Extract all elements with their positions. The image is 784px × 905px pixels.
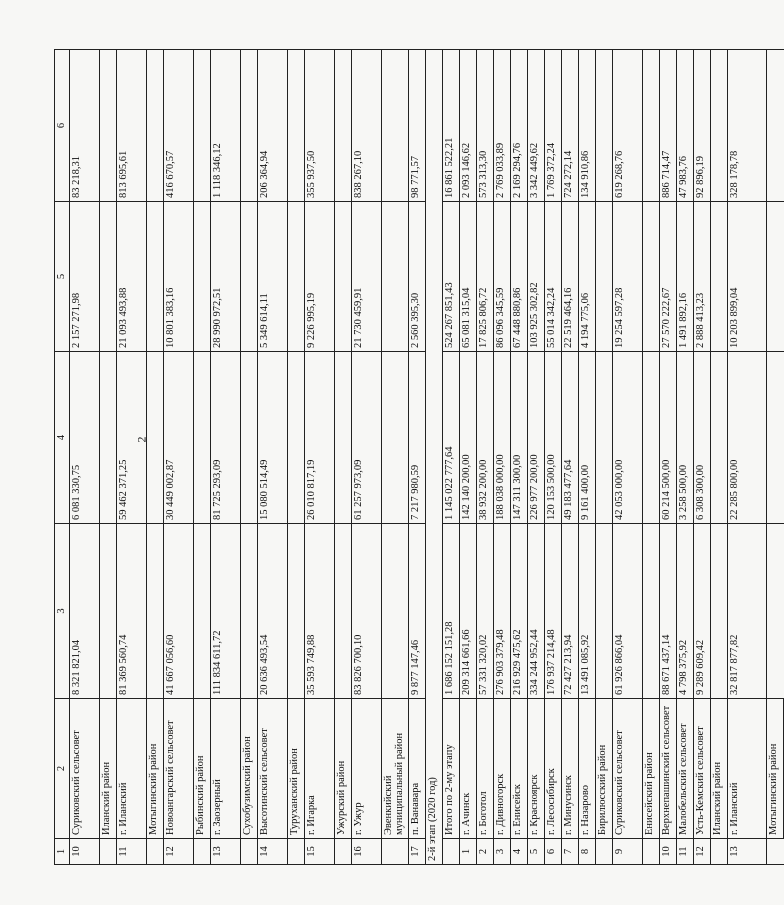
table-row (460, 50, 477, 865)
municipality-name: г. Ужур (352, 699, 382, 839)
municipality-name: Новоангарский сельсовет (164, 699, 194, 839)
cell-value: 21 093 493,88 (117, 202, 147, 352)
cell-value: 5 349 614,11 (258, 202, 288, 352)
cell-value: 47 983,76 (677, 50, 694, 202)
cell-value: 7 217 980,59 (409, 352, 426, 524)
cell-value: 60 214 500,00 (660, 352, 677, 524)
cell-value: 21 730 459,91 (352, 202, 382, 352)
cell-value: 81 369 560,74 (117, 524, 147, 699)
cell-value: 276 903 379,48 (494, 524, 511, 699)
cell-value: 16 861 522,21 (443, 50, 460, 202)
cell-value: 9 161 400,00 (579, 352, 596, 524)
cell-value: 10 801 383,16 (164, 202, 194, 352)
table-row (660, 50, 677, 865)
row-number: 13 (728, 839, 767, 865)
region-name: Енисейский район (643, 699, 660, 839)
municipality-name: г. Назарово (579, 699, 596, 839)
row-number: 6 (545, 839, 562, 865)
cell-value: 28 990 972,51 (211, 202, 241, 352)
cell-value: 524 267 851,43 (443, 202, 460, 352)
cell-value: 20 636 493,54 (258, 524, 288, 699)
cell-value: 216 929 475,62 (511, 524, 528, 699)
region-row (335, 50, 352, 865)
cell-value: 83 826 700,10 (352, 524, 382, 699)
row-number: 16 (352, 839, 382, 865)
table-row (352, 50, 382, 865)
total-row (443, 50, 460, 865)
cell-value: 22 519 464,16 (562, 202, 579, 352)
cell-value: 3 258 500,00 (677, 352, 694, 524)
cell-value: 88 671 437,14 (660, 524, 677, 699)
municipality-name: Суриковский сельсовет (613, 699, 643, 839)
cell-value: 9 877 147,46 (409, 524, 426, 699)
cell-value: 120 153 500,00 (545, 352, 562, 524)
cell-value: 81 725 293,09 (211, 352, 241, 524)
cell-value: 226 977 200,00 (528, 352, 545, 524)
municipality-name: Высотинский сельсовет (258, 699, 288, 839)
municipality-name: Суриковский сельсовет (70, 699, 100, 839)
cell-value: 838 267,10 (352, 50, 382, 202)
table-row (613, 50, 643, 865)
cell-value: 8 321 821,04 (70, 524, 100, 699)
cell-value: 38 932 200,00 (477, 352, 494, 524)
col-header: 2 (55, 699, 70, 839)
funding-table (54, 49, 784, 865)
municipality-name: г. Боготол (477, 699, 494, 839)
municipality-name: г. Енисейск (511, 699, 528, 839)
row-number: 3 (494, 839, 511, 865)
cell-value: 49 183 477,64 (562, 352, 579, 524)
municipality-name: п. Ванавара (409, 699, 426, 839)
row-number: 5 (528, 839, 545, 865)
region-row (596, 50, 613, 865)
cell-value: 111 834 611,72 (211, 524, 241, 699)
cell-value: 103 925 302,82 (528, 202, 545, 352)
cell-value: 1 769 372,24 (545, 50, 562, 202)
table-row (305, 50, 335, 865)
municipality-name: Малобельский сельсовет (677, 699, 694, 839)
col-header: 3 (55, 524, 70, 699)
cell-value: 26 010 817,19 (305, 352, 335, 524)
cell-value: 35 593 749,88 (305, 524, 335, 699)
cell-value: 1 686 152 151,28 (443, 524, 460, 699)
cell-value: 42 053 000,00 (613, 352, 643, 524)
header-row (55, 50, 70, 865)
row-number: 11 (677, 839, 694, 865)
table-row (117, 50, 147, 865)
cell-value: 134 910,86 (579, 50, 596, 202)
row-number: 4 (511, 839, 528, 865)
table-row (494, 50, 511, 865)
cell-value: 98 771,57 (409, 50, 426, 202)
cell-value: 15 080 514,49 (258, 352, 288, 524)
table-row (164, 50, 194, 865)
row-number: 17 (409, 839, 426, 865)
region-name: Эвенкийский муниципальный район (382, 699, 409, 839)
row-number: 9 (613, 839, 643, 865)
cell-value: 32 817 877,82 (728, 524, 767, 699)
table-row (545, 50, 562, 865)
cell-value: 142 140 200,00 (460, 352, 477, 524)
row-number: 12 (694, 839, 711, 865)
cell-value: 188 038 000,00 (494, 352, 511, 524)
municipality-name: г. Заозерный (211, 699, 241, 839)
municipality-name: Верхнепашинский сельсовет (660, 699, 677, 839)
region-row (100, 50, 117, 865)
cell-value: 1 491 892,16 (677, 202, 694, 352)
cell-value: 3 342 449,62 (528, 50, 545, 202)
cell-value: 206 364,94 (258, 50, 288, 202)
region-name: Бирилюсский район (596, 699, 613, 839)
cell-value: 83 218,31 (70, 50, 100, 202)
cell-value: 65 081 315,04 (460, 202, 477, 352)
cell-value: 2 769 033,89 (494, 50, 511, 202)
region-row (767, 50, 784, 865)
cell-value: 147 311 300,00 (511, 352, 528, 524)
cell-value: 6 308 300,00 (694, 352, 711, 524)
cell-value: 2 093 146,62 (460, 50, 477, 202)
stage-label: 2-й этап (2020 год) (426, 50, 443, 865)
region-name: Ужурский район (335, 699, 352, 839)
table-row (258, 50, 288, 865)
col-header: 6 (55, 50, 70, 202)
cell-value: 416 670,57 (164, 50, 194, 202)
total-label: Итого по 2-му этапу (443, 699, 460, 839)
region-name: Туруханский район (288, 699, 305, 839)
table-row (562, 50, 579, 865)
cell-value: 17 825 806,72 (477, 202, 494, 352)
table-row (694, 50, 711, 865)
municipality-name: г. Ачинск (460, 699, 477, 839)
cell-value: 6 081 330,75 (70, 352, 100, 524)
region-name: Иланский район (100, 699, 117, 839)
cell-value: 813 695,61 (117, 50, 147, 202)
municipality-name: г. Дивногорск (494, 699, 511, 839)
table-row (70, 50, 100, 865)
municipality-name: г. Иланский (728, 699, 767, 839)
table-row (477, 50, 494, 865)
region-row (241, 50, 258, 865)
row-number: 7 (562, 839, 579, 865)
row-number: 1 (460, 839, 477, 865)
cell-value: 92 896,19 (694, 50, 711, 202)
cell-value: 2 157 271,98 (70, 202, 100, 352)
cell-value: 59 462 371,25 (117, 352, 147, 524)
cell-value: 4 798 375,92 (677, 524, 694, 699)
cell-value: 334 244 952,44 (528, 524, 545, 699)
cell-value: 886 714,47 (660, 50, 677, 202)
row-number: 12 (164, 839, 194, 865)
cell-value: 2 560 395,30 (409, 202, 426, 352)
cell-value: 9 226 995,19 (305, 202, 335, 352)
region-row (288, 50, 305, 865)
cell-value: 1 118 346,12 (211, 50, 241, 202)
table-row (579, 50, 596, 865)
cell-value: 61 257 973,09 (352, 352, 382, 524)
row-number: 8 (579, 839, 596, 865)
cell-value: 9 289 609,42 (694, 524, 711, 699)
row-number: 10 (660, 839, 677, 865)
cell-value: 724 272,14 (562, 50, 579, 202)
row-number: 10 (70, 839, 100, 865)
table-row (511, 50, 528, 865)
region-row (643, 50, 660, 865)
municipality-name: Усть-Кемский сельсовет (694, 699, 711, 839)
cell-value: 4 194 775,06 (579, 202, 596, 352)
cell-value: 13 491 085,92 (579, 524, 596, 699)
row-number: 2 (477, 839, 494, 865)
col-header: 5 (55, 202, 70, 352)
cell-value: 61 926 866,04 (613, 524, 643, 699)
cell-value: 30 449 002,87 (164, 352, 194, 524)
municipality-name: г. Иланский (117, 699, 147, 839)
cell-value: 2 888 413,23 (694, 202, 711, 352)
cell-value: 86 096 345,59 (494, 202, 511, 352)
cell-value: 10 203 899,04 (728, 202, 767, 352)
municipality-name: г. Красноярск (528, 699, 545, 839)
cell-value: 619 268,76 (613, 50, 643, 202)
region-row (711, 50, 728, 865)
cell-value: 57 331 320,02 (477, 524, 494, 699)
table-row (211, 50, 241, 865)
cell-value: 41 667 056,60 (164, 524, 194, 699)
table-row (528, 50, 545, 865)
region-name: Мотыгинский район (767, 699, 784, 839)
cell-value: 1 145 022 777,64 (443, 352, 460, 524)
region-row (194, 50, 211, 865)
region-name: Мотыгинский район (147, 699, 164, 839)
cell-value: 19 254 597,28 (613, 202, 643, 352)
region-name: Сухобузимский район (241, 699, 258, 839)
municipality-name: г. Лесосибирск (545, 699, 562, 839)
cell-value: 27 570 222,67 (660, 202, 677, 352)
rotated-table-container (54, 50, 779, 865)
cell-value: 176 937 214,48 (545, 524, 562, 699)
cell-value: 55 014 342,24 (545, 202, 562, 352)
table-row (677, 50, 694, 865)
cell-value: 355 937,50 (305, 50, 335, 202)
cell-value: 209 314 661,66 (460, 524, 477, 699)
row-number: 11 (117, 839, 147, 865)
page-number: 2 (134, 436, 149, 443)
stage-row (426, 50, 443, 865)
cell-value: 72 427 213,94 (562, 524, 579, 699)
row-number: 14 (258, 839, 288, 865)
region-row (382, 50, 409, 865)
cell-value: 22 285 800,00 (728, 352, 767, 524)
municipality-name: г. Минусинск (562, 699, 579, 839)
col-header: 4 (55, 352, 70, 524)
region-name: Рыбинский район (194, 699, 211, 839)
cell-value: 573 313,30 (477, 50, 494, 202)
row-number: 13 (211, 839, 241, 865)
cell-value: 2 169 294,76 (511, 50, 528, 202)
cell-value: 328 178,78 (728, 50, 767, 202)
municipality-name: г. Игарка (305, 699, 335, 839)
region-name: Иланский район (711, 699, 728, 839)
table-row (409, 50, 426, 865)
cell-value: 67 448 880,86 (511, 202, 528, 352)
col-header: 1 (55, 839, 70, 865)
table-row (728, 50, 767, 865)
region-row (147, 50, 164, 865)
row-number: 15 (305, 839, 335, 865)
